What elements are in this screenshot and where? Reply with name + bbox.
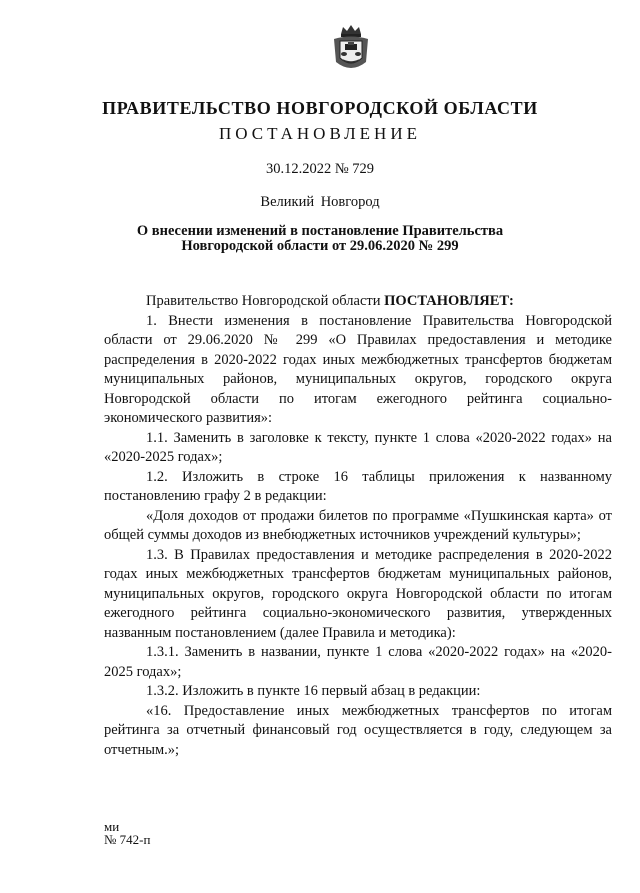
intro-paragraph	[104, 292, 612, 312]
subject-line-1: О внесении изменений в постановление Правительства	[136, 223, 504, 239]
intro-decree-word: ПОСТАНОВЛЯЕТ:	[384, 293, 514, 309]
paragraph-1-1: 1.1. Заменить в заголовке к тексту, пункте 1 слова «2020-2022 годах» на «2020-2025 годах»;	[104, 429, 612, 465]
paragraph-1-3: 1.3. В Правилах предоставления и методике распределения в 2020-2022 годах иных межбюджетных трансфертов бюджетам муниципальных районов, муниципальных округов, городского округа Новгородской области по итогам ежегодного рейтинга социально-экономического развития, утвержденных названным постановлением (далее Правила и методика):	[104, 546, 612, 641]
paragraph-1-2: 1.2. Изложить в строке 16 таблицы приложения к названному постановлению графу 2 в редакции:	[104, 468, 612, 504]
document-subject	[0, 224, 640, 254]
coat-of-arms-icon	[331, 22, 371, 74]
paragraph-1-3-1: 1.3.1. Заменить в названии, пункте 1 слова «2020-2022 годах» на «2020-2025 годах»;	[104, 644, 612, 680]
footer-reference	[104, 820, 150, 846]
document-body	[104, 292, 612, 760]
footer-ref-number: № 742-п	[104, 832, 151, 847]
quote-1: «Доля доходов от продажи билетов по программе «Пушкинская карта» от общей суммы доходов из внебюджетных источников учреждений культуры»;	[104, 507, 612, 543]
date-number: 30.12.2022 № 729	[265, 161, 375, 177]
government-name: ПРАВИТЕЛЬСТВО НОВГОРОДСКОЙ ОБЛАСТИ	[102, 98, 538, 118]
paragraph-1-3-2: 1.3.2. Изложить в пункте 16 первый абзац в редакции:	[146, 683, 481, 699]
document-type: ПОСТАНОВЛЕНИЕ	[218, 124, 421, 143]
paragraph-1: 1. Внести изменения в постановление Правительства Новгородской области от 29.06.2020 № 299 «О Правилах предоставления и методике распределения в 2020-2022 годах иных межбюджетных трансфертов бюджетам муниципальных районов, муниципальных округов, городского округа Новгородской области по итогам ежегодного рейтинга социально-экономического развития»:	[104, 312, 612, 426]
intro-text: Правительство Новгородской области	[146, 293, 385, 309]
city-name: Великий Новгород	[260, 194, 380, 210]
subject-line-2: Новгородской области от 29.06.2020 № 299	[181, 238, 459, 254]
quote-2: «16. Предоставление иных межбюджетных трансфертов по итогам рейтинга за отчетный финансовый год осуществляется в году, следующем за отчетным.»;	[104, 702, 612, 758]
footer-initials: ми	[104, 819, 120, 834]
